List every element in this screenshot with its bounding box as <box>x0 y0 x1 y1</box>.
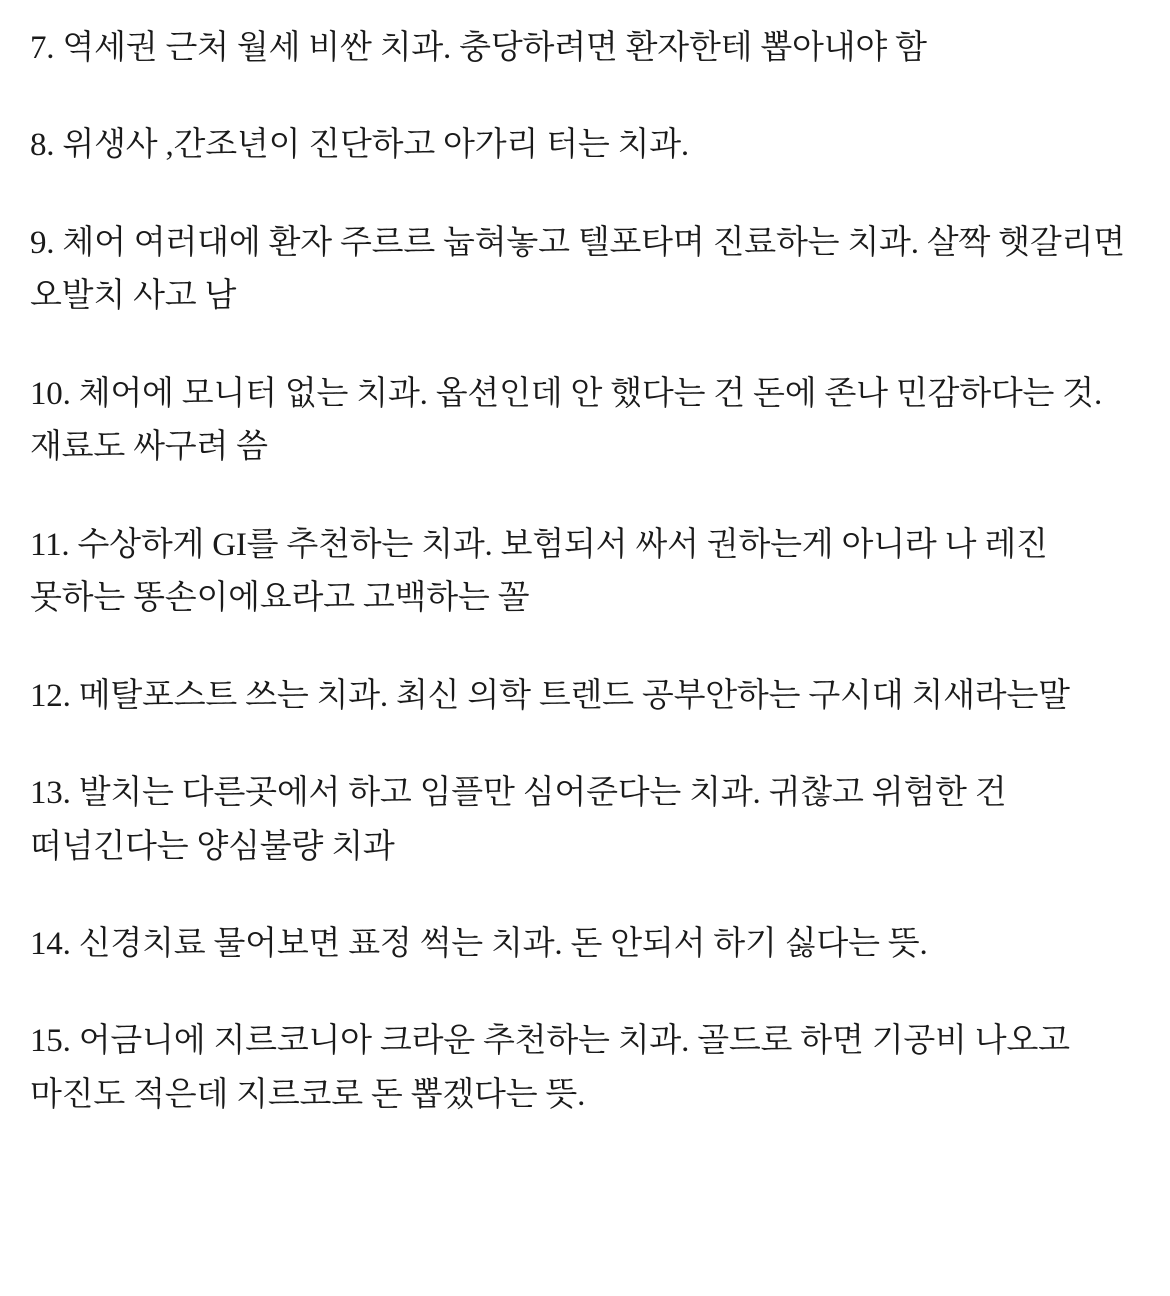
list-item: 15. 어금니에 지르코니아 크라운 추천하는 치과. 골드로 하면 기공비 나오고 마진도 적은데 지르코로 돈 뽑겠다는 뜻. <box>30 1023 1070 1113</box>
list-item: 11. 수상하게 GI를 추천하는 치과. 보험되서 싸서 권하는게 아니라 나 레진 못하는 똥손이에요라고 고백하는 꼴 <box>30 526 1048 617</box>
list-item: 14. 신경치료 물어보면 표정 썩는 치과. 돈 안되서 하기 싫다는 뜻. <box>30 925 928 962</box>
list-item: 12. 메탈포스트 쓰는 치과. 최신 의학 트렌드 공부안하는 구시대 치새라는말 <box>30 677 1070 714</box>
list-item: 8. 위생사 ,간조년이 진단하고 아가리 터는 치과. <box>30 127 689 164</box>
list-item: 7. 역세권 근처 월세 비싼 치과. 충당하려면 환자한테 뽑아내야 함 <box>30 30 927 66</box>
list-item: 13. 발치는 다른곳에서 하고 임플만 심어준다는 치과. 귀찮고 위험한 건 떠넘긴다는 양심불량 치과 <box>30 775 1007 865</box>
list-item: 9. 체어 여러대에 환자 주르르 눕혀놓고 텔포타며 진료하는 치과. 살짝 햇갈리면 오발치 사고 남 <box>30 224 1125 315</box>
list-item: 10. 체어에 모니터 없는 치과. 옵션인데 안 했다는 건 돈에 존나 민감하다는 것. 재료도 싸구려 씀 <box>30 375 1103 466</box>
